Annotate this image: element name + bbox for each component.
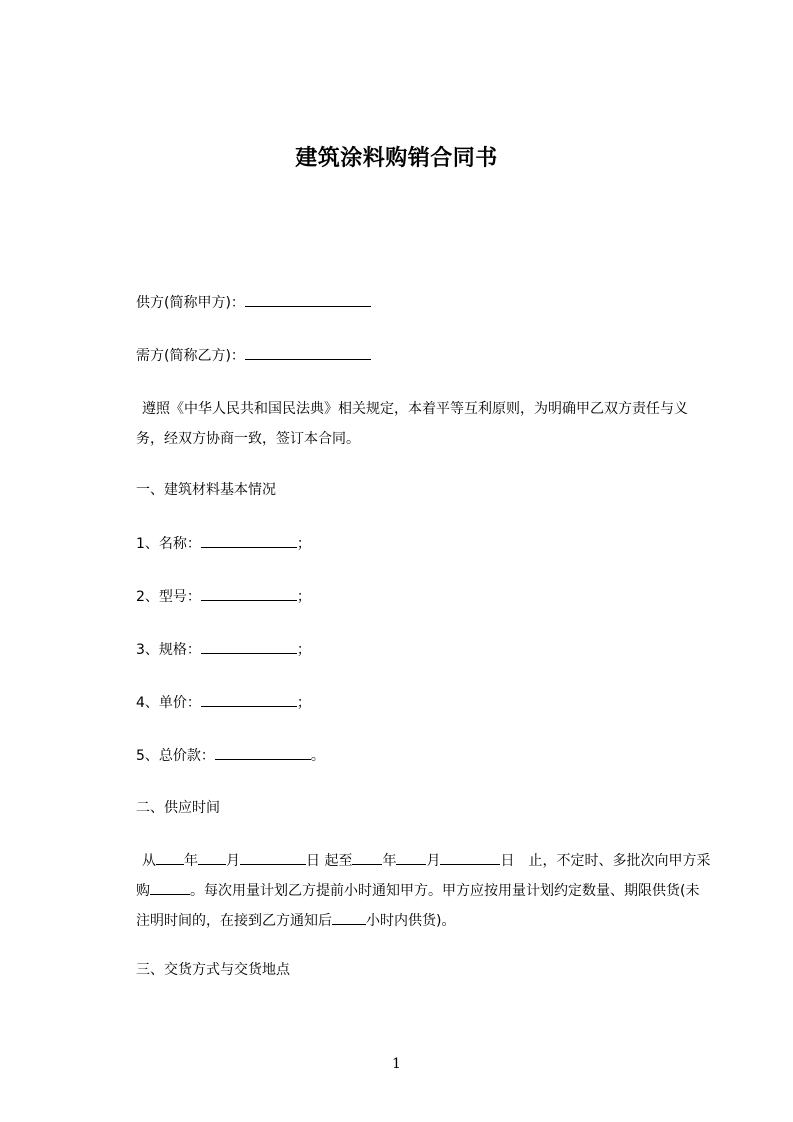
item-label: 5、总价款： [136, 748, 215, 764]
buyer-line [136, 345, 371, 366]
item-label: 3、规格： [136, 642, 201, 658]
document-title: 建筑涂料购销合同书 [295, 146, 498, 171]
item-blank [215, 745, 311, 760]
month-blank [396, 850, 426, 865]
text-run: 。每次用量计划乙方提前小时通知甲方。甲方应按用量计划约定数量、期限供货(未注明时间的，在接到乙方通知后 [136, 883, 700, 929]
supplier-label: 供方(简称甲方)： [136, 295, 245, 311]
item-end: ； [296, 536, 311, 552]
text-run: 日 止，不定时、多批次向甲方采购 [136, 853, 711, 899]
list-item [136, 745, 325, 766]
section2-heading: 二、供应时间 [136, 800, 220, 816]
list-item [136, 586, 311, 607]
text-run: 月 [226, 853, 240, 869]
item-label: 1、名称： [136, 536, 201, 552]
item-blank [201, 586, 297, 601]
section1-heading: 一、建筑材料基本情况 [136, 482, 276, 498]
preamble-paragraph: 遵照《中华人民共和国民法典》相关规定，本着平等互利原则，为明确甲乙双方责任与义务，经双方协商一致，签订本合同。 [136, 401, 688, 447]
year-blank [156, 850, 184, 865]
list-item [136, 639, 311, 660]
page-number: 1 [392, 1056, 401, 1072]
item-label: 4、单价： [136, 695, 201, 711]
list-item [136, 533, 311, 554]
item-blank [201, 639, 297, 654]
text-run: 小时内供货)。 [366, 913, 456, 929]
item-end: 。 [310, 748, 325, 764]
item-blank [201, 692, 297, 707]
section3-heading: 三、交货方式与交货地点 [136, 962, 290, 978]
purchase-blank [150, 880, 190, 895]
section2-paragraph [136, 846, 711, 936]
month-blank [198, 850, 226, 865]
text-run: 从 [142, 853, 156, 869]
text-run: 年 [184, 853, 198, 869]
day-blank [440, 850, 500, 865]
year-blank [352, 850, 382, 865]
buyer-label: 需方(简称乙方)： [136, 348, 245, 364]
list-item [136, 692, 311, 713]
item-end: ； [296, 695, 311, 711]
item-end: ； [296, 642, 311, 658]
item-label: 2、型号： [136, 589, 201, 605]
supplier-line [136, 292, 371, 313]
text-run: 月 [426, 853, 441, 869]
text-run: 日 起至 [306, 853, 353, 869]
hours-blank [332, 910, 366, 925]
text-run: 年 [382, 853, 397, 869]
supplier-blank [245, 292, 371, 307]
day-blank [240, 850, 306, 865]
item-end: ； [296, 589, 311, 605]
buyer-blank [245, 345, 371, 360]
item-blank [201, 533, 297, 548]
